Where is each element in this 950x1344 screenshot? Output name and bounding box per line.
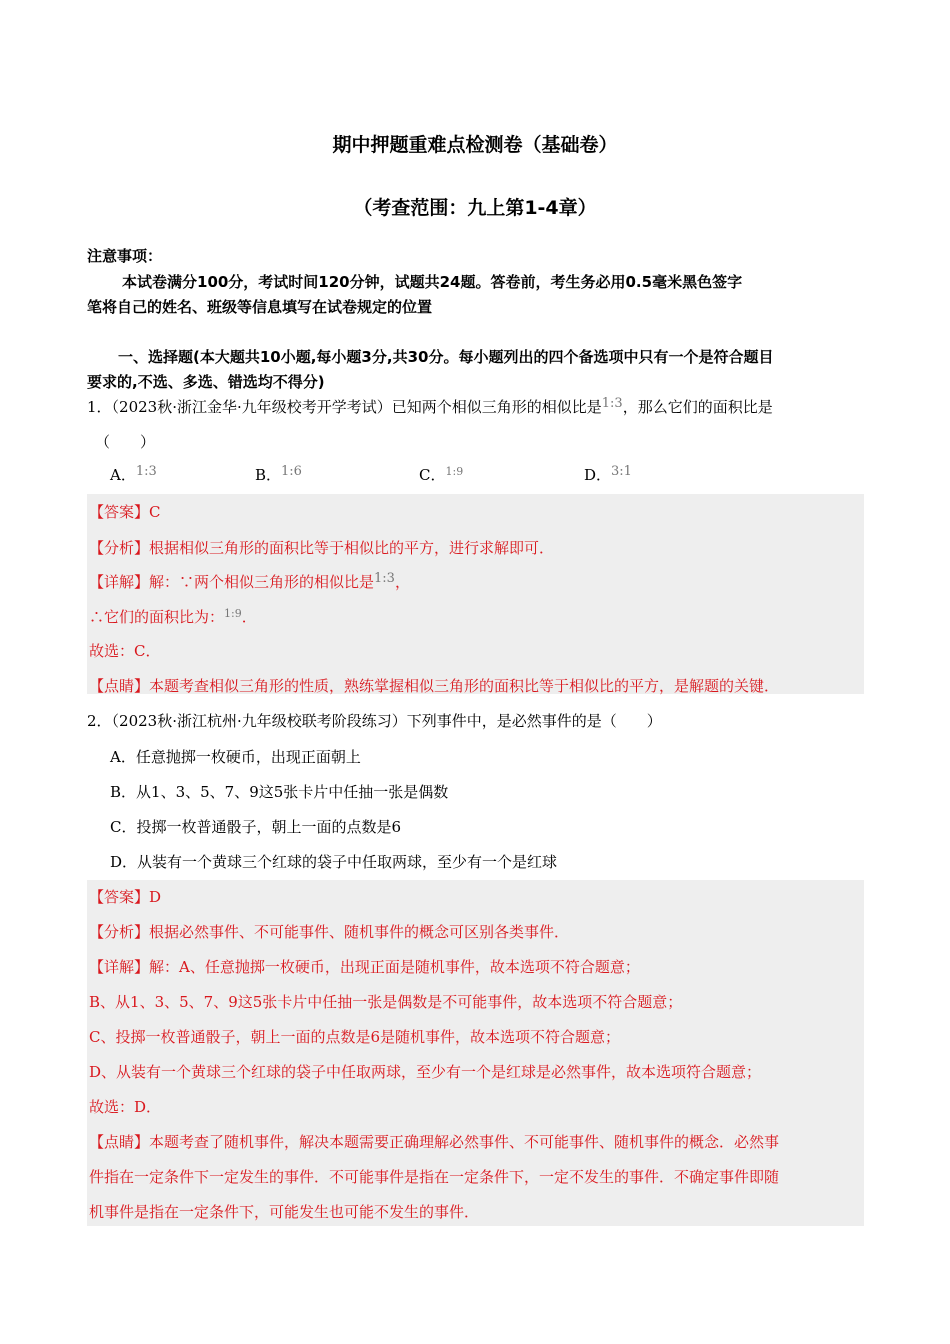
page-title: 期中押题重难点检测卷（基础卷） (332, 134, 618, 156)
q2-detail-line-1: 【详解】解：A、任意抛掷一枚硬币，出现正面是随机事件，故本选项不符合题意； (89, 958, 640, 976)
q2-option-c: C．投掷一枚普通骰子，朝上一面的点数是6 (110, 818, 402, 836)
q1-answer-panel (87, 494, 864, 694)
q2-detail-line-4: D、从装有一个黄球三个红球的袋子中任取两球，至少有一个是红球是必然事件，故本选项符合题意； (89, 1063, 762, 1081)
q1-option-d: D．3:1 (584, 464, 632, 484)
q2-comment-line-1: 【点睛】本题考查了随机事件，解决本题需要正确理解必然事件、不可能事件、随机事件的概念．必然事 (89, 1133, 780, 1151)
q1-option-c: C．$^{1:9}$ (419, 465, 464, 484)
q2-option-a: A．任意抛掷一枚硬币，出现正面朝上 (110, 748, 361, 766)
q2-answer: 【答案】D (89, 888, 162, 906)
q2-detail-line-2: B、从1、3、5、7、9这5张卡片中任抽一张是偶数是不可能事件，故本选项不符合题意； (89, 993, 683, 1011)
q1-detail-line-2: ∴它们的面积比为：$^{1:9}$． (89, 607, 257, 626)
q1-detail-line-1: 【详解】解：∵两个相似三角形的相似比是1:3， (89, 571, 410, 591)
question-1-paren: （ ） (95, 433, 156, 451)
question-1-stem: 1．（2023秋·浙江金华·九年级校考开学考试）已知两个相似三角形的相似比是1:3，那么它们的面积比是 (87, 396, 773, 416)
notes-heading: 注意事项： (87, 247, 163, 265)
section-heading-line-2: 要求的,不选、多选、错选均不得分) (87, 373, 325, 391)
q2-option-d: D．从装有一个黄球三个红球的袋子中任取两球，至少有一个是红球 (110, 853, 558, 871)
q2-choose: 故选：D． (89, 1098, 162, 1116)
section-heading-line-1: 一、选择题(本大题共10小题,每小题3分,共30分。每小题列出的四个备选项中只有一个是符合题目 (118, 348, 774, 366)
q1-option-b: B．1:6 (255, 464, 302, 484)
q1-choose: 故选：C． (89, 642, 161, 660)
q2-option-b: B．从1、3、5、7、9这5张卡片中任抽一张是偶数 (110, 783, 449, 801)
q1-analysis: 【分析】根据相似三角形的面积比等于相似比的平方，进行求解即可． (89, 539, 555, 557)
q1-option-a: A．1:3 (110, 464, 157, 484)
q2-detail-line-3: C、投掷一枚普通骰子，朝上一面的点数是6是随机事件，故本选项不符合题意； (89, 1028, 621, 1046)
notes-line-2: 笔将自己的姓名、班级等信息填写在试卷规定的位置 (87, 298, 433, 316)
notes-line-1: 本试卷满分100分，考试时间120分钟，试题共24题。答卷前，考生务必用0.5毫米黑色签字 (122, 273, 743, 291)
page-subtitle: （考查范围：九上第1-4章） (353, 197, 597, 219)
question-2-stem: 2．（2023秋·浙江杭州·九年级校联考阶段练习）下列事件中，是必然事件的是（ ） (87, 712, 662, 730)
q1-comment: 【点睛】本题考查相似三角形的性质，熟练掌握相似三角形的面积比等于相似比的平方，是解题的关键． (89, 677, 780, 695)
q2-comment-line-2: 件指在一定条件下一定发生的事件．不可能事件是指在一定条件下，一定不发生的事件．不确定事件即随 (89, 1168, 780, 1186)
q2-comment-line-3: 机事件是指在一定条件下，可能发生也可能不发生的事件． (89, 1203, 480, 1221)
q1-answer: 【答案】C (89, 503, 161, 521)
q2-analysis: 【分析】根据必然事件、不可能事件、随机事件的概念可区别各类事件． (89, 923, 570, 941)
ratio-value: 1:3 (601, 396, 623, 411)
